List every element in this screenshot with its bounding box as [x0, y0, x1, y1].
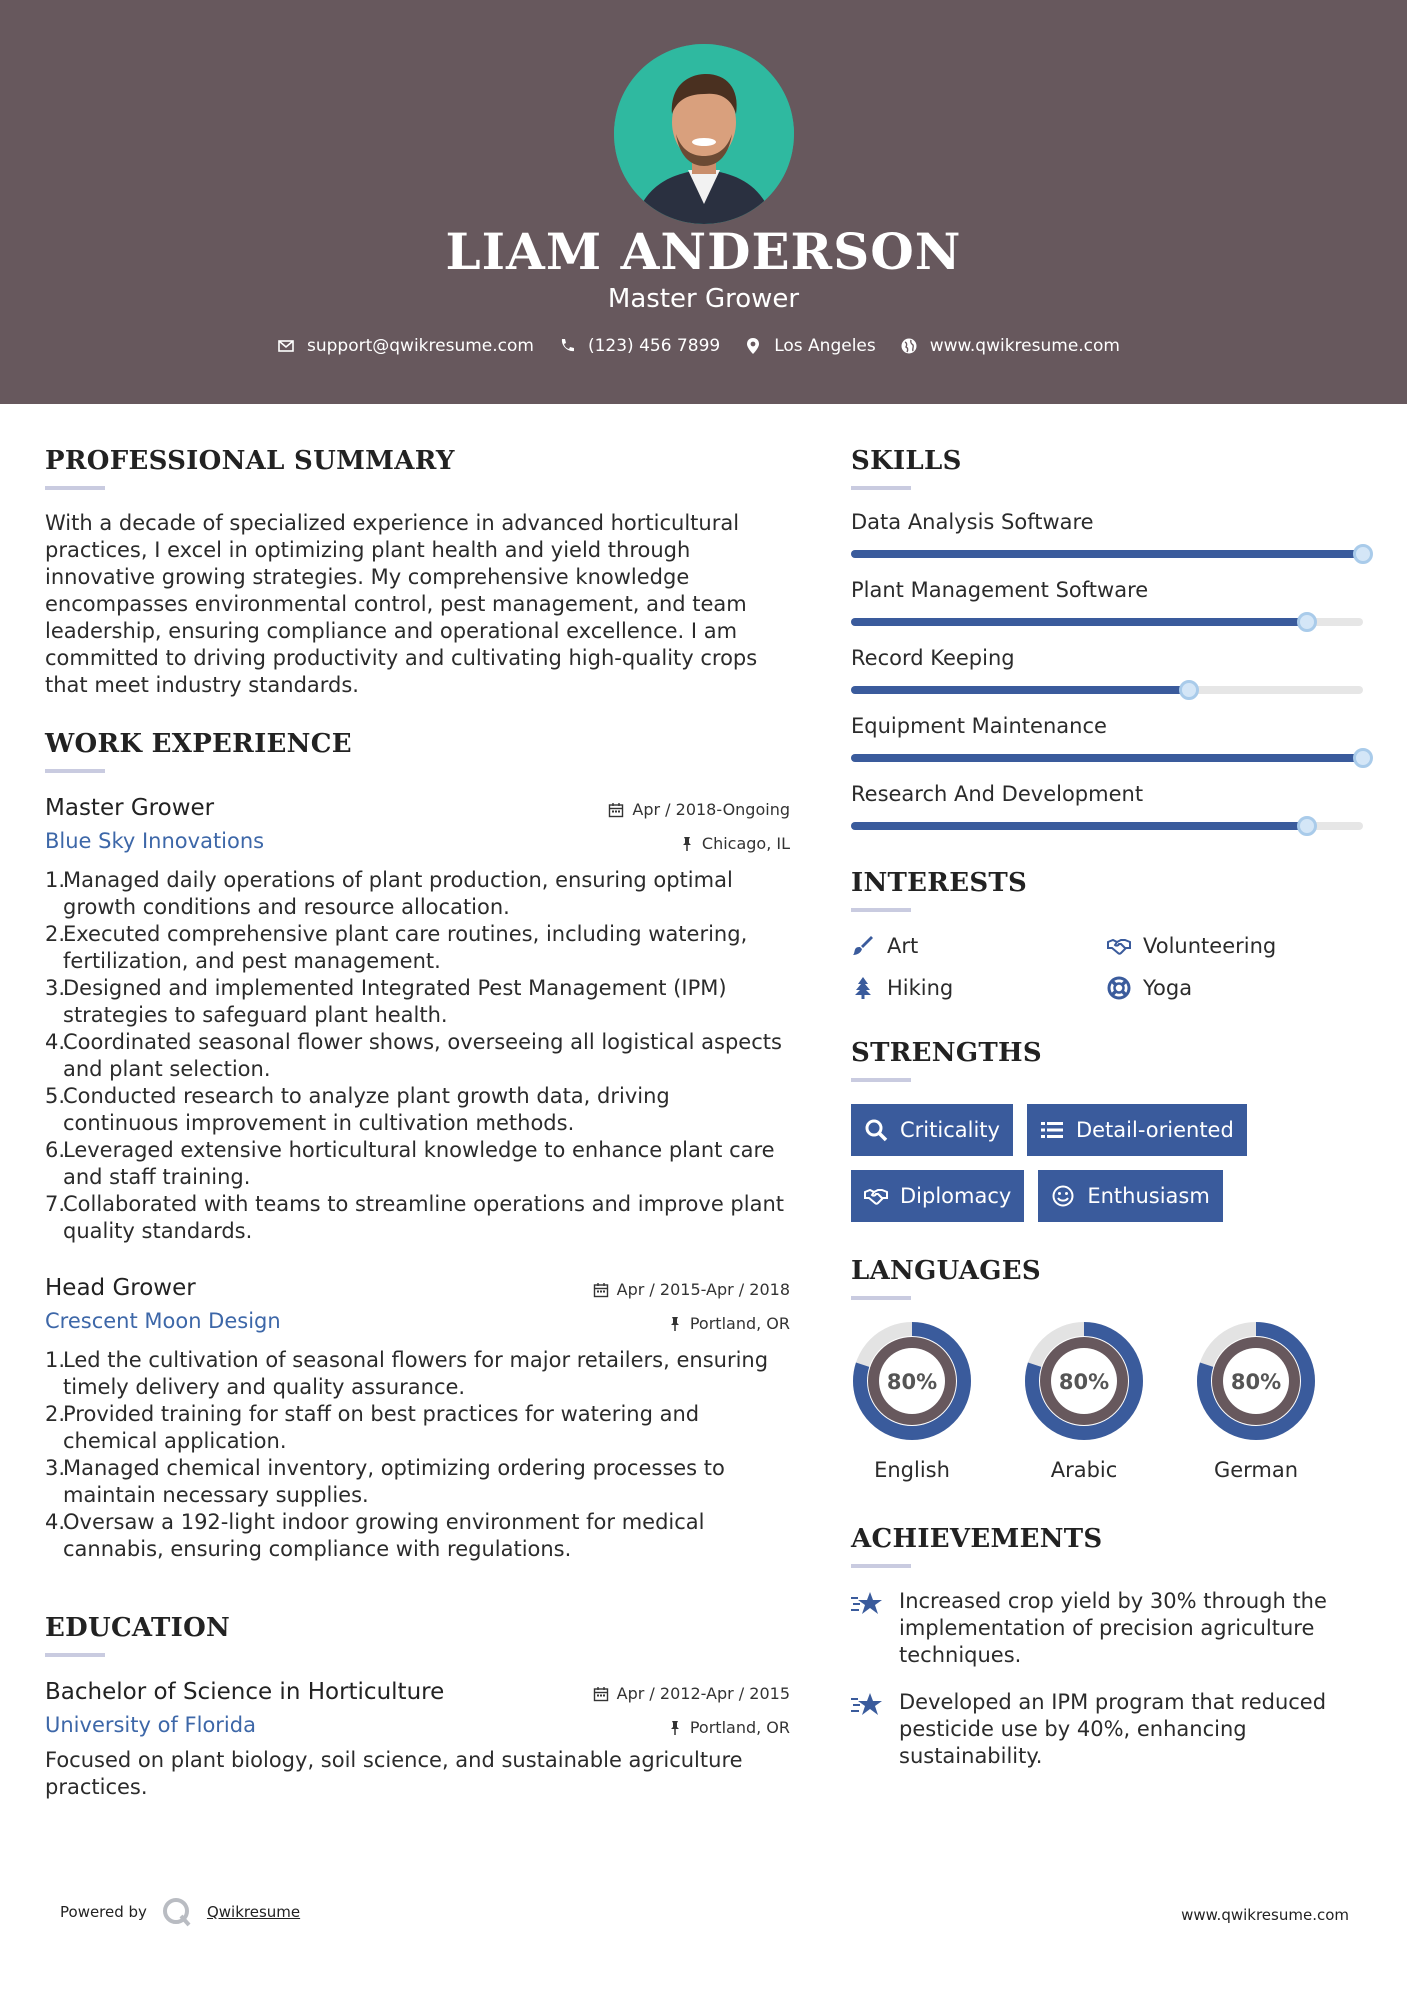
smile-icon [1051, 1184, 1075, 1208]
strength-badge [1027, 1104, 1247, 1156]
language-name: Arabic [1050, 1458, 1118, 1482]
languages-underline [851, 1296, 911, 1300]
skill-bar-fill [851, 550, 1363, 558]
list-item: 4.Oversaw a 192-light indoor growing environment for medical cannabis, ensuring compliance with regulations. [45, 1510, 705, 1561]
powered-by-label: Powered by [60, 1903, 147, 1921]
interest-label: Art [887, 934, 919, 958]
interests-heading: INTERESTS [851, 868, 1028, 898]
phone-icon [558, 337, 576, 355]
contact-phone-text: (123) 456 7899 [587, 336, 721, 356]
list-item: 1.Managed daily operations of plant production, ensuring optimal growth conditions and resource allocation. [45, 868, 733, 919]
skill-name: Equipment Maintenance [851, 714, 1107, 738]
job-location [668, 1314, 790, 1333]
job-role: Master Grower [45, 795, 215, 821]
left-column [45, 446, 790, 1801]
contact-phone[interactable] [558, 336, 720, 356]
language-item [1023, 1320, 1145, 1482]
language-ring [851, 1320, 973, 1442]
list-item: 2.Executed comprehensive plant care routines, including watering, fertilization, and pest management. [45, 922, 748, 973]
achievement-item [851, 1588, 1371, 1669]
interest-label: Yoga [1143, 976, 1193, 1000]
candidate-title: Master Grower [607, 284, 800, 314]
education-date [593, 1684, 790, 1703]
list-item: 7.Collaborated with teams to streamline operations and improve plant quality standards. [45, 1192, 785, 1243]
interests-section [851, 868, 1371, 1000]
list-item: 3.Managed chemical inventory, optimizing ordering processes to maintain necessary supplies. [45, 1456, 725, 1507]
experience-heading: WORK EXPERIENCE [45, 729, 352, 759]
resume-header [0, 0, 1407, 404]
education-entry [45, 1679, 790, 1801]
job-location-text: Chicago, IL [701, 834, 790, 853]
languages-section [851, 1256, 1371, 1482]
contact-row [0, 336, 1407, 356]
candidate-name: LIAM ANDERSON [445, 222, 962, 281]
profile-photo [614, 44, 794, 224]
job-location-text: Portland, OR [689, 1314, 790, 1333]
interest-item [851, 934, 1107, 958]
interest-label: Hiking [887, 976, 954, 1000]
pushpin-icon [680, 836, 694, 852]
skill-item [851, 646, 1371, 694]
strength-badge [851, 1170, 1024, 1222]
list-item: 1.Led the cultivation of seasonal flowers for major retailers, ensuring timely delivery and quality assurance. [45, 1348, 769, 1399]
interest-label: Volunteering [1143, 934, 1277, 958]
strength-label: Detail-oriented [1075, 1118, 1234, 1142]
skill-bar-knob [1353, 544, 1373, 564]
list-item: 6.Leveraged extensive horticultural knowledge to enhance plant care and staff training. [45, 1138, 775, 1189]
language-item [1195, 1320, 1317, 1482]
achievements-underline [851, 1564, 911, 1568]
strength-badge [851, 1104, 1013, 1156]
pushpin-icon [668, 1720, 682, 1736]
job-entry [45, 1275, 790, 1563]
skill-item [851, 510, 1371, 558]
star-icon [851, 1590, 883, 1618]
skill-bar-knob [1353, 748, 1373, 768]
strength-label: Enthusiasm [1087, 1184, 1210, 1208]
skill-item [851, 782, 1371, 830]
list-item: 5.Conducted research to analyze plant growth data, driving continuous improvement in cultivation methods. [45, 1084, 670, 1135]
job-date [608, 800, 790, 819]
education-location [668, 1718, 790, 1737]
education-heading: EDUCATION [45, 1613, 231, 1643]
handshake-icon [864, 1184, 888, 1208]
person-photo-icon [614, 44, 794, 224]
qwikresume-logo-icon [161, 1896, 193, 1928]
job-location [680, 834, 790, 853]
summary-section [45, 446, 790, 699]
job-date-text: Apr / 2015-Apr / 2018 [616, 1280, 790, 1299]
skill-bar-track [851, 686, 1363, 694]
skill-name: Record Keeping [851, 646, 1015, 670]
skill-bar-fill [851, 618, 1307, 626]
interests-underline [851, 908, 911, 912]
job-bullets [45, 867, 790, 1245]
list-item: 2.Provided training for staff on best practices for watering and chemical application. [45, 1402, 700, 1453]
degree-name: Bachelor of Science in Horticulture [45, 1679, 445, 1705]
lifebuoy-icon [1107, 976, 1131, 1000]
company-name: Crescent Moon Design [45, 1309, 281, 1333]
skill-bar-track [851, 618, 1363, 626]
contact-email-text: support@qwikresume.com [307, 336, 534, 356]
skills-list [851, 510, 1371, 830]
skills-section [851, 446, 1371, 830]
skill-name: Research And Development [851, 782, 1144, 806]
achievement-item [851, 1689, 1371, 1770]
achievements-heading: ACHIEVEMENTS [851, 1524, 1103, 1554]
interest-item [1107, 976, 1363, 1000]
job-entry [45, 795, 790, 1245]
interests-grid [851, 934, 1371, 1000]
education-underline [45, 1653, 105, 1657]
experience-section [45, 729, 790, 1563]
language-percent: 80% [886, 1370, 938, 1394]
envelope-icon [277, 337, 295, 355]
brand-link[interactable]: Qwikresume [206, 1903, 301, 1921]
contact-website-text: www.qwikresume.com [929, 336, 1120, 356]
language-name: German [1213, 1458, 1299, 1482]
skills-heading: SKILLS [851, 446, 962, 476]
job-date-text: Apr / 2018-Ongoing [632, 800, 790, 819]
experience-underline [45, 769, 105, 773]
interest-item [851, 976, 1107, 1000]
handshake-icon [1107, 934, 1131, 958]
job-role: Head Grower [45, 1275, 196, 1301]
skill-bar-fill [851, 822, 1307, 830]
search-icon [864, 1118, 888, 1142]
language-name: English [874, 1458, 950, 1482]
strengths-heading: STRENGTHS [851, 1038, 1042, 1068]
tree-icon [851, 976, 875, 1000]
language-percent: 80% [1058, 1370, 1110, 1394]
language-ring [1023, 1320, 1145, 1442]
calendar-icon [608, 802, 624, 818]
strength-badge [1038, 1170, 1222, 1222]
job-date [593, 1280, 790, 1299]
education-date-text: Apr / 2012-Apr / 2015 [616, 1684, 790, 1703]
skill-name: Plant Management Software [851, 578, 1149, 602]
strengths-underline [851, 1078, 911, 1082]
summary-underline [45, 486, 105, 490]
pushpin-icon [668, 1316, 682, 1332]
job-bullets [45, 1347, 790, 1563]
contact-email[interactable] [277, 336, 534, 356]
skill-bar-track [851, 822, 1363, 830]
paintbrush-icon [851, 934, 875, 958]
list-icon [1040, 1118, 1064, 1142]
skill-bar-knob [1297, 816, 1317, 836]
languages-heading: LANGUAGES [851, 1256, 1041, 1286]
language-ring [1195, 1320, 1317, 1442]
map-pin-icon [744, 337, 762, 355]
language-item [851, 1320, 973, 1482]
strengths-section [851, 1038, 1371, 1222]
skill-bar-fill [851, 754, 1363, 762]
footer-powered-by [60, 1896, 300, 1928]
skill-item [851, 578, 1371, 626]
star-icon [851, 1691, 883, 1719]
skill-bar-track [851, 754, 1363, 762]
company-name: Blue Sky Innovations [45, 829, 265, 853]
footer-site-link[interactable]: www.qwikresume.com [1181, 1906, 1349, 1924]
skill-bar-fill [851, 686, 1189, 694]
calendar-icon [593, 1282, 609, 1298]
education-location-text: Portland, OR [689, 1718, 790, 1737]
list-item: 4.Coordinated seasonal flower shows, overseeing all logistical aspects and plant selection. [45, 1030, 782, 1081]
skills-underline [851, 486, 911, 490]
language-percent: 80% [1230, 1370, 1282, 1394]
contact-website[interactable] [900, 336, 1120, 356]
skill-bar-knob [1179, 680, 1199, 700]
contact-location [744, 336, 876, 356]
strength-label: Criticality [900, 1118, 1000, 1142]
strengths-list [851, 1104, 1371, 1222]
globe-icon [900, 337, 918, 355]
skill-item [851, 714, 1371, 762]
skill-bar-knob [1297, 612, 1317, 632]
list-item: 3.Designed and implemented Integrated Pest Management (IPM) strategies to safeguard plant health. [45, 976, 727, 1027]
right-column [851, 446, 1371, 1770]
achievement-text: Developed an IPM program that reduced pesticide use by 40%, enhancing sustainability. [899, 1690, 1327, 1768]
summary-heading: PROFESSIONAL SUMMARY [45, 446, 455, 476]
skill-bar-track [851, 550, 1363, 558]
school-name: University of Florida [45, 1713, 256, 1737]
interest-item [1107, 934, 1363, 958]
languages-list [851, 1320, 1371, 1482]
achievement-text: Increased crop yield by 30% through the implementation of precision agriculture techniques. [899, 1589, 1327, 1667]
achievements-section [851, 1524, 1371, 1770]
education-description: Focused on plant biology, soil science, and sustainable agriculture practices. [45, 1748, 743, 1799]
strength-label: Diplomacy [900, 1184, 1012, 1208]
skill-name: Data Analysis Software [851, 510, 1094, 534]
education-section [45, 1613, 790, 1801]
calendar-icon [593, 1686, 609, 1702]
summary-text: With a decade of specialized experience in advanced horticultural practices, I excel in optimizing plant health and yield through innovative growing strategies. My comprehensive knowledge encompasses environmental control, pest management, and team leadership, ensuring compliance and operational excellence. I am committed to driving productivity and cultivating high-quality crops that meet industry standards. [45, 511, 758, 697]
contact-location-text: Los Angeles [774, 336, 876, 356]
